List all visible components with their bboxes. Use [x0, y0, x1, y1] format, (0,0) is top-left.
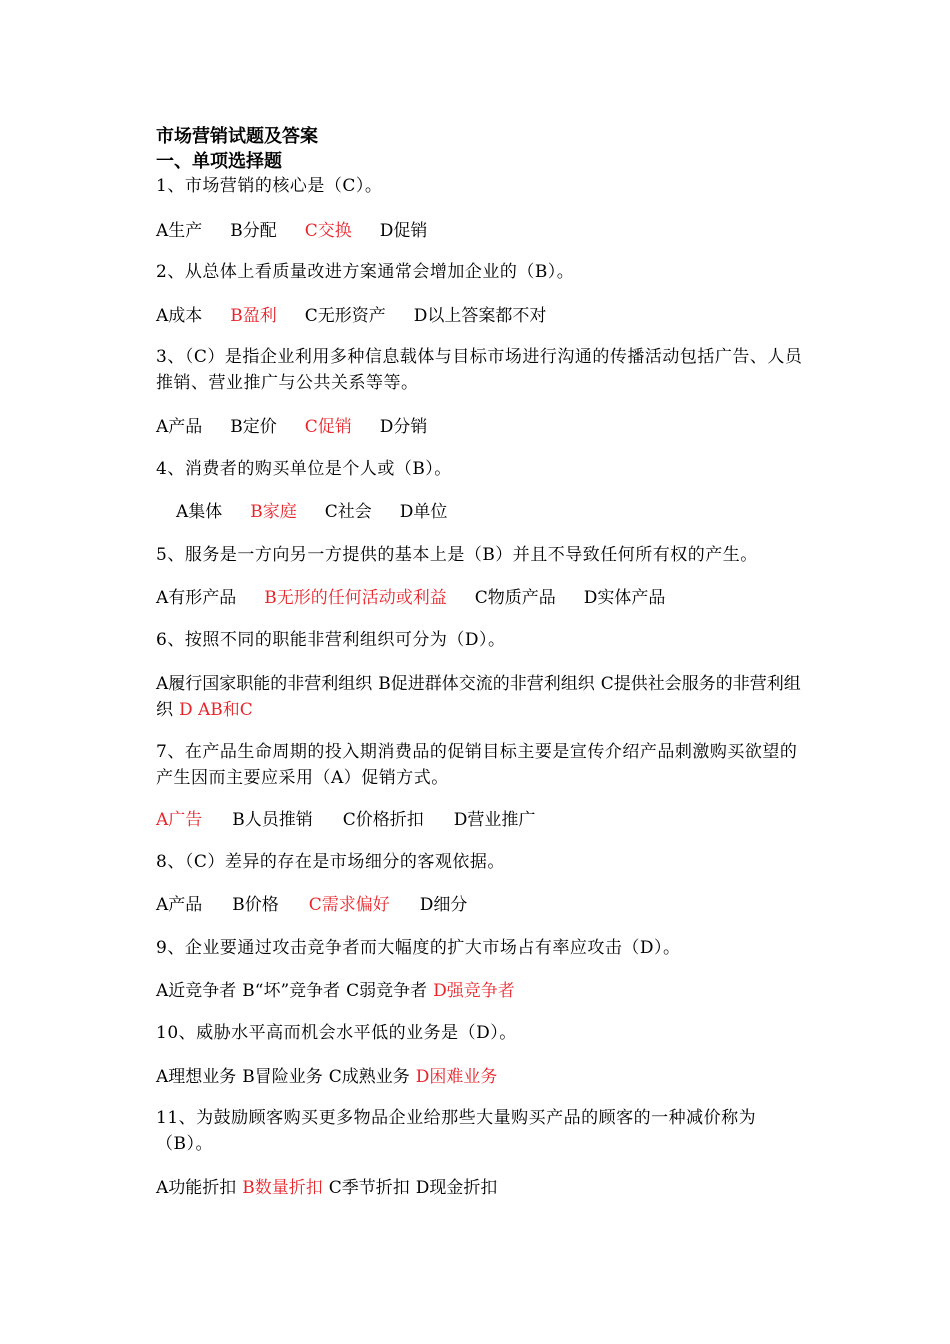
option: A近竞争者: [156, 981, 237, 1001]
option: D单位: [399, 502, 448, 522]
question-text: 8、（C）差异的存在是市场细分的客观依据。: [156, 852, 505, 872]
option: A产品: [156, 417, 203, 437]
option-correct: B家庭: [250, 502, 297, 522]
option: D促销: [379, 221, 428, 241]
option: D现金折扣: [415, 1178, 498, 1198]
option: A理想业务: [156, 1067, 237, 1087]
options-row: [156, 414, 806, 440]
option: C成熟业务: [328, 1067, 410, 1087]
options-row: [156, 892, 806, 918]
option-correct: C促销: [304, 417, 352, 437]
question-text: 10、威胁水平高而机会水平低的业务是（D）。: [156, 1023, 517, 1043]
option: C价格折扣: [342, 810, 424, 830]
question-text: 11、为鼓励顾客购买更多物品企业给那些大量购买产品的顾客的一种减价称为（B）。: [156, 1108, 757, 1154]
option: A有形产品: [156, 588, 237, 608]
option: C季节折扣: [328, 1178, 410, 1198]
options-row: [156, 218, 806, 244]
question-text: 7、在产品生命周期的投入期消费品的促销目标主要是宣传介绍产品刺激购买欲望的产生因而主要应采用（A）促销方式。: [156, 742, 798, 788]
option-correct: C需求偏好: [308, 895, 390, 915]
question-text: 1、市场营销的核心是（C）。: [156, 176, 383, 196]
option: B促进群体交流的非营利组织: [378, 674, 595, 694]
question-text: 2、从总体上看质量改进方案通常会增加企业的（B）。: [156, 262, 575, 282]
options-row: [176, 499, 826, 525]
option: A生产: [156, 221, 203, 241]
document-title: 市场营销试题及答案: [156, 126, 318, 147]
option: D以上答案都不对: [413, 306, 547, 326]
question-text: 5、服务是一方向另一方提供的基本上是（B）并且不导致任何所有权的产生。: [156, 545, 758, 565]
option-correct: D强竞争者: [433, 981, 515, 1001]
options-row: [156, 671, 806, 723]
option: D分销: [379, 417, 428, 437]
section-heading: 一、单项选择题: [156, 151, 282, 172]
option: B“坏”竞争者: [242, 981, 341, 1001]
options-row: [156, 303, 806, 329]
option-correct: B数量折扣: [242, 1178, 323, 1198]
option: A功能折扣: [156, 1178, 237, 1198]
option: B人员推销: [232, 810, 313, 830]
options-row: [156, 978, 806, 1004]
option-correct: B无形的任何活动或利益: [264, 588, 447, 608]
options-row: [156, 585, 806, 611]
option-correct: D困难业务: [415, 1067, 498, 1087]
option: B价格: [232, 895, 279, 915]
options-row: [156, 1064, 806, 1090]
question-text: 9、企业要通过攻击竞争者而大幅度的扩大市场占有率应攻击（D）。: [156, 938, 681, 958]
option: D细分: [419, 895, 468, 915]
option: B定价: [230, 417, 277, 437]
option: A成本: [156, 306, 203, 326]
question-text: 3、（C）是指企业利用多种信息载体与目标市场进行沟通的传播活动包括广告、人员推销、营业推广与公共关系等等。: [156, 347, 803, 393]
option-correct: D AB和C: [179, 700, 253, 720]
option: D实体产品: [583, 588, 666, 608]
option-correct: B盈利: [230, 306, 277, 326]
option: B分配: [230, 221, 277, 241]
option: C社会: [324, 502, 372, 522]
option: C物质产品: [474, 588, 556, 608]
option: C无形资产: [304, 306, 386, 326]
option: B冒险业务: [242, 1067, 323, 1087]
question-text: 6、按照不同的职能非营利组织可分为（D）。: [156, 630, 506, 650]
option: D营业推广: [453, 810, 536, 830]
option-correct: C交换: [304, 221, 352, 241]
options-row: [156, 1175, 806, 1201]
option: A履行国家职能的非营利组织: [156, 674, 373, 694]
options-row: [156, 807, 806, 833]
option: A产品: [156, 895, 203, 915]
question-text: 4、消费者的购买单位是个人或（B）。: [156, 459, 452, 479]
option: C提供社会服务的非营利组织: [156, 674, 801, 720]
option-correct: A广告: [156, 810, 203, 830]
option: A集体: [176, 502, 223, 522]
option: C弱竞争者: [346, 981, 428, 1001]
